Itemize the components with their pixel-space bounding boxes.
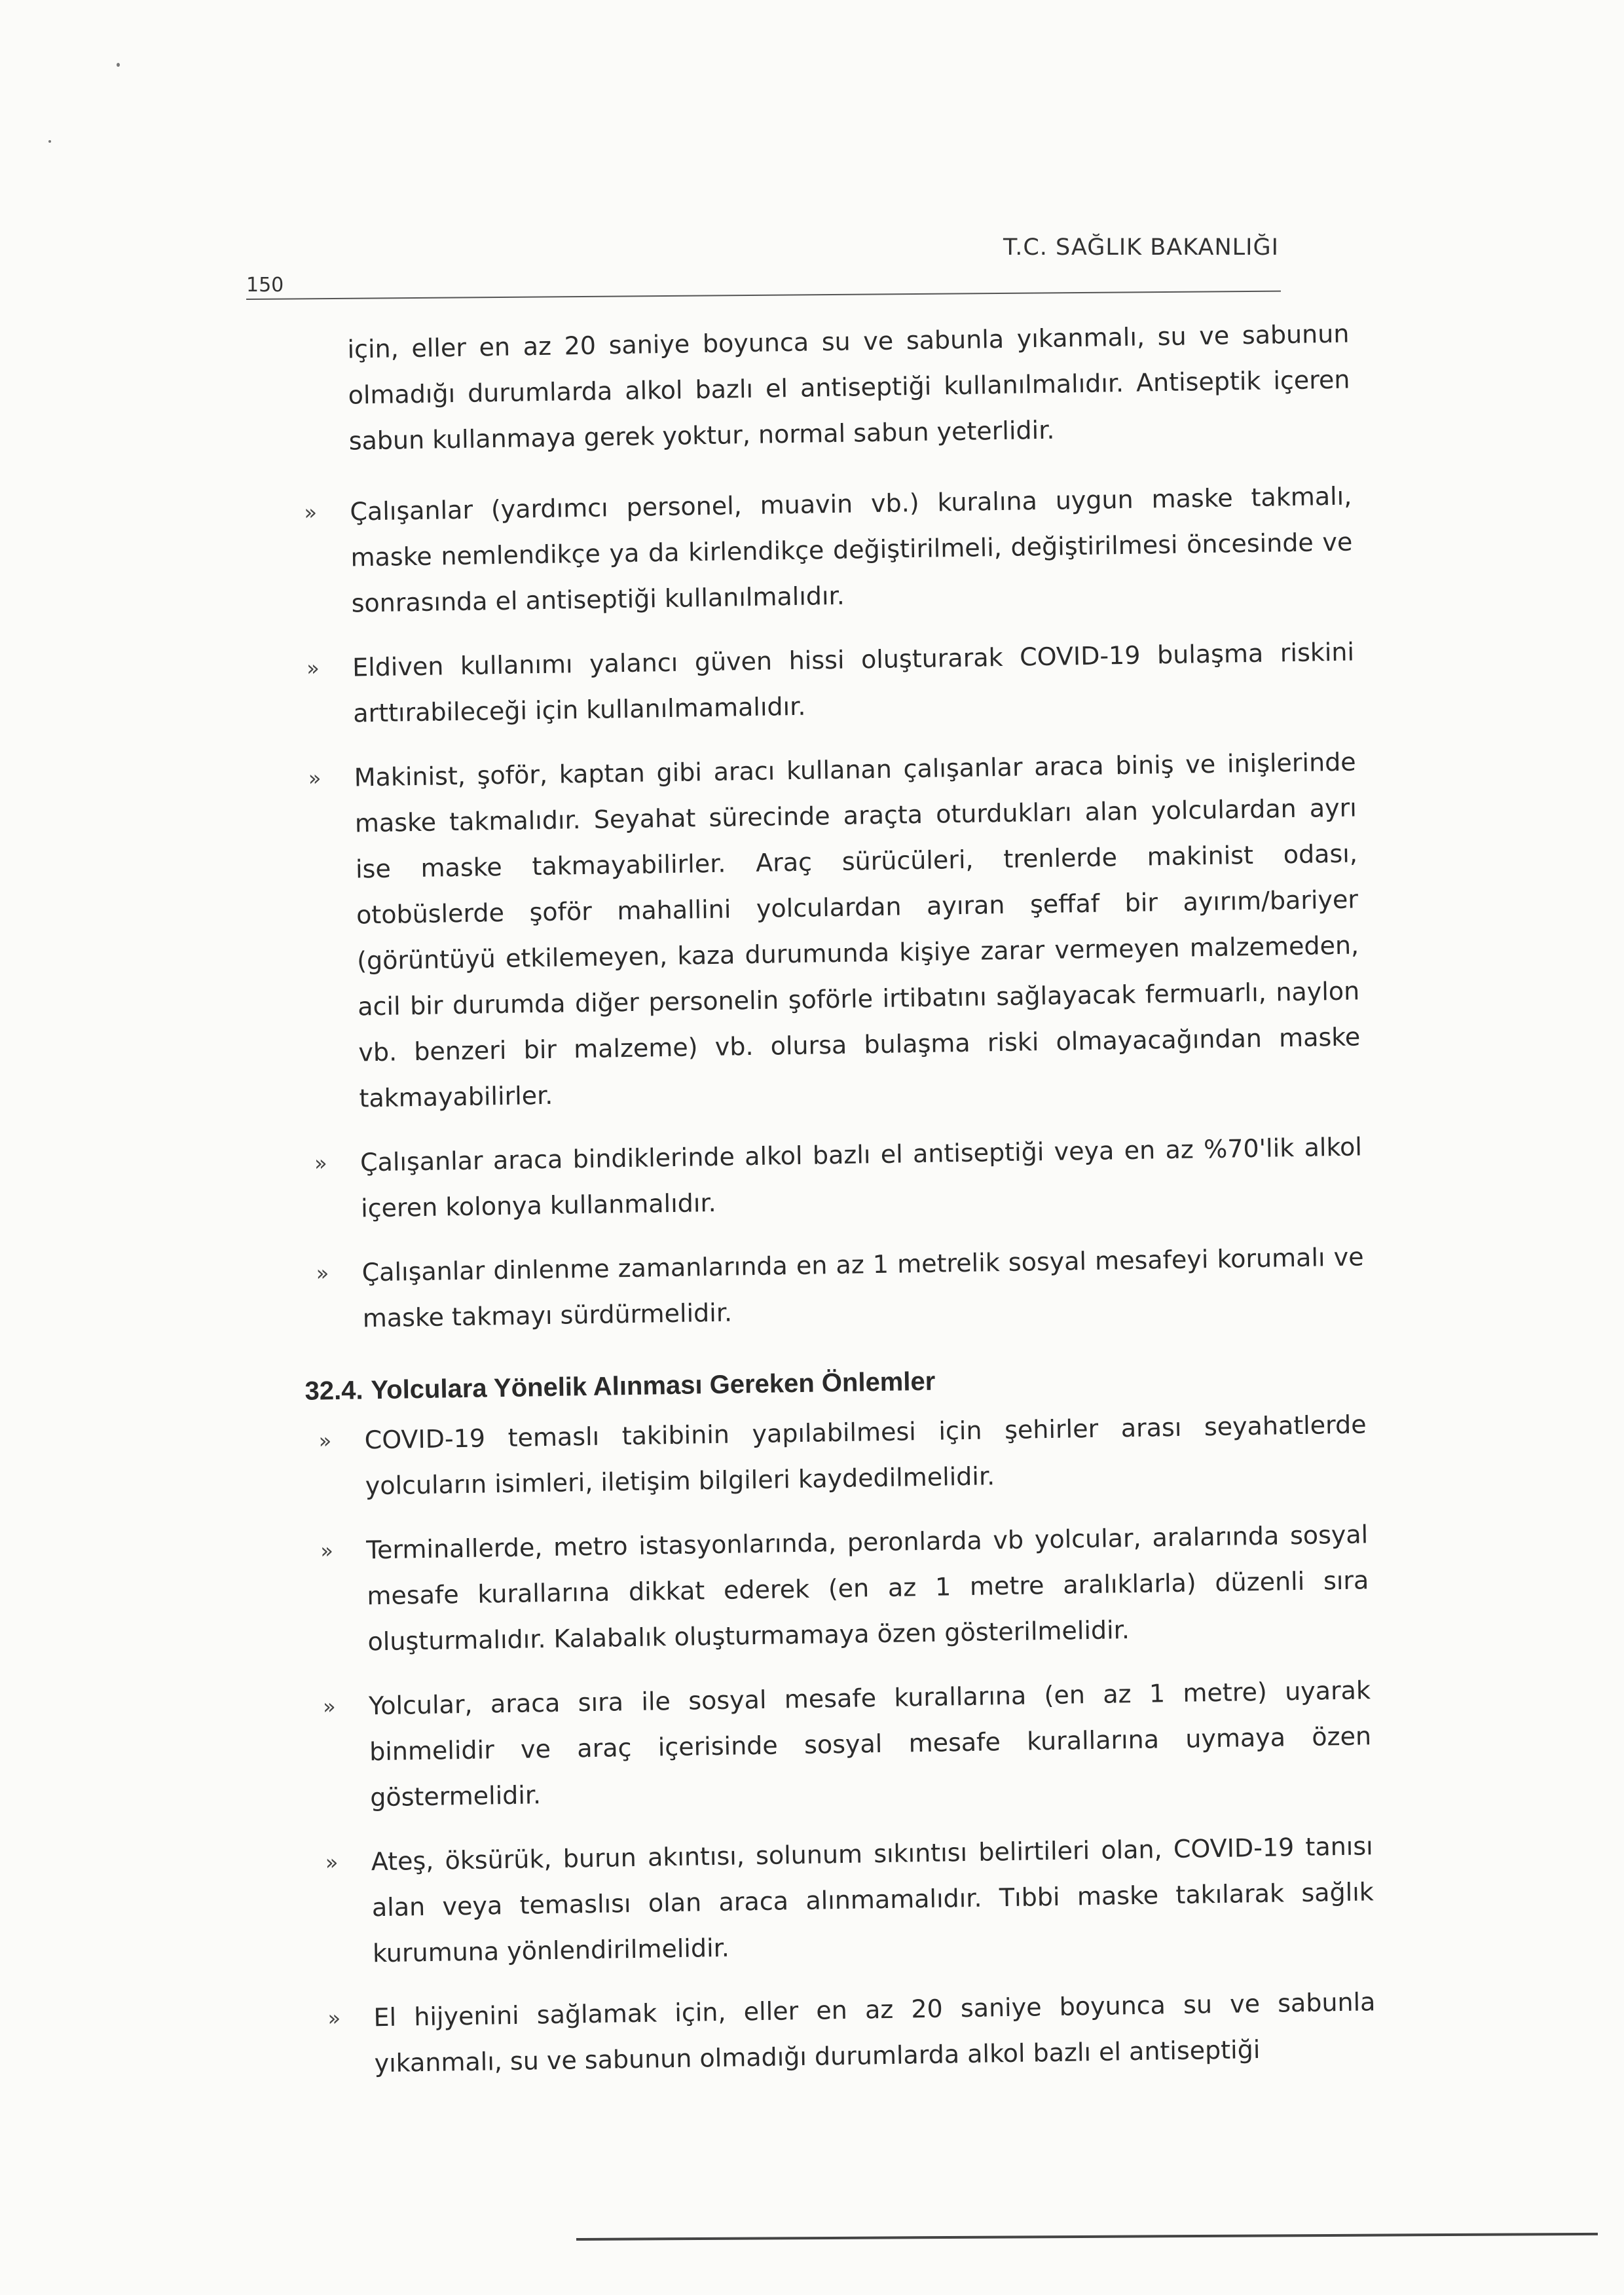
list-item: [314, 1124, 1363, 1231]
bullet-marker-icon: »: [320, 1538, 334, 1564]
header-rule: [246, 291, 1281, 300]
scan-speck: [117, 63, 120, 67]
list-item-text: El hijyenini sağlamak için, eller en az 20 saniye boyunca su ve sabunla yıkanmalı, su ve sabunun olmadığı durumlarda alkol bazlı el antiseptiği: [373, 1987, 1376, 2078]
bullet-marker-icon: »: [316, 1260, 329, 1286]
list-item-text: COVID-19 temaslı takibinin yapılabilmesi için şehirler arası seyahatlerde yolcuların isimleri, iletişim bilgileri kaydedilmelidir.: [364, 1410, 1367, 1501]
passenger-measures-list: [305, 1401, 1376, 2087]
page-number: 150: [246, 274, 284, 297]
list-item-text: Terminallerde, metro istasyonlarında, peronlarda vb yolcular, aralarında sosyal mesafe kurallarına dikkat ederek (en az 1 metre aralıklarla) düzenli sıra oluşturmalıdır. Kalabalık oluşturmamaya özen gösterilmelidir.: [366, 1520, 1369, 1657]
bullet-marker-icon: »: [318, 1428, 332, 1454]
bullet-marker-icon: »: [325, 1850, 339, 1875]
worker-measures-list: [291, 473, 1365, 1342]
footer-rule: [576, 2233, 1598, 2241]
list-item-text: Eldiven kullanımı yalancı güven hissi oluşturarak COVID-19 bulaşma riskini arttırabileceği için kullanılmamalıdır.: [352, 637, 1355, 728]
section-title: Yolculara Yönelik Alınması Gereken Önlemler: [371, 1367, 936, 1405]
list-item-text: Yolcular, araca sıra ile sosyal mesafe kurallarına (en az 1 metre) uyarak binmelidir ve araç içerisinde sosyal mesafe kurallarına uymaya özen göstermelidir.: [368, 1676, 1372, 1812]
list-item: [316, 1234, 1365, 1341]
bullet-marker-icon: »: [322, 1694, 336, 1719]
list-item: [306, 629, 1356, 736]
list-item: [325, 1823, 1375, 1976]
list-item-text: Çalışanlar araca bindiklerinde alkol bazlı el antiseptiği veya en az %70'lik alkol içeren kolonya kullanmalıdır.: [360, 1132, 1363, 1223]
list-item: [304, 473, 1354, 627]
bullet-marker-icon: »: [306, 655, 320, 681]
list-item: [327, 1979, 1376, 2086]
list-item-text: Ateş, öksürük, burun akıntısı, solunum sıkıntısı belirtileri olan, COVID-19 tanısı alan veya temaslısı olan araca alınmamalıdır. Tıbbi maske takılarak sağlık kurumuna yönlendirilmelidir.: [371, 1831, 1375, 1968]
list-item-text: Çalışanlar dinlenme zamanlarında en az 1 metrelik sosyal mesafeyi korumalı ve maske takmayı sürdürmelidir.: [361, 1242, 1364, 1333]
header-title: T.C. SAĞLIK BAKANLIĞI: [1003, 234, 1279, 261]
bullet-marker-icon: »: [304, 500, 318, 525]
list-item-text: Makinist, şoför, kaptan gibi aracı kullanan çalışanlar araca biniş ve inişlerinde maske takmalıdır. Seyahat sürecinde araçta oturdukları alan yolculardan ayrı ise maske takmayabilirler. Araç sürücüleri, trenlerde makinist odası, otobüslerde şoför mahallini yolculardan ayıran şeffaf bir ayırım/bariyer (görüntüyü etkilemeyen, kaza durumunda kişiye zarar vermeyen malzemeden, acil bir durumda diğer personelin şoförle irtibatını sağlayacak fermuarlı, naylon vb. benzeri bir malzeme) vb. olursa bulaşma riski olmayacağından maske takmayabilirler.: [354, 747, 1361, 1113]
list-item: [318, 1401, 1367, 1509]
scan-speck: [48, 140, 51, 143]
bullet-marker-icon: »: [314, 1150, 327, 1176]
section-number: 32.4.: [304, 1376, 363, 1406]
list-item-text: Çalışanlar (yardımcı personel, muavin vb.) kuralına uygun maske takmalı, maske nemlendikçe ya da kirlendikçe değiştirilmeli, değiştirilmesi öncesinde ve sonrasında el antiseptiği kullanılmalıdır.: [350, 481, 1353, 618]
page-content: [288, 311, 1376, 2087]
list-item: [308, 739, 1361, 1121]
bullet-marker-icon: »: [308, 765, 322, 791]
list-item: [322, 1667, 1373, 1820]
intro-paragraph: için, eller en az 20 saniye boyunca su ve sabunla yıkanmalı, su ve sabunun olmadığı durumlarda alkol bazlı el antiseptiği kullanılmalıdır. Antiseptik içeren sabun kullanmaya gerek yoktur, normal sabun yeterlidir.: [347, 319, 1350, 456]
bullet-marker-icon: »: [327, 2006, 341, 2031]
list-item: [320, 1511, 1370, 1664]
